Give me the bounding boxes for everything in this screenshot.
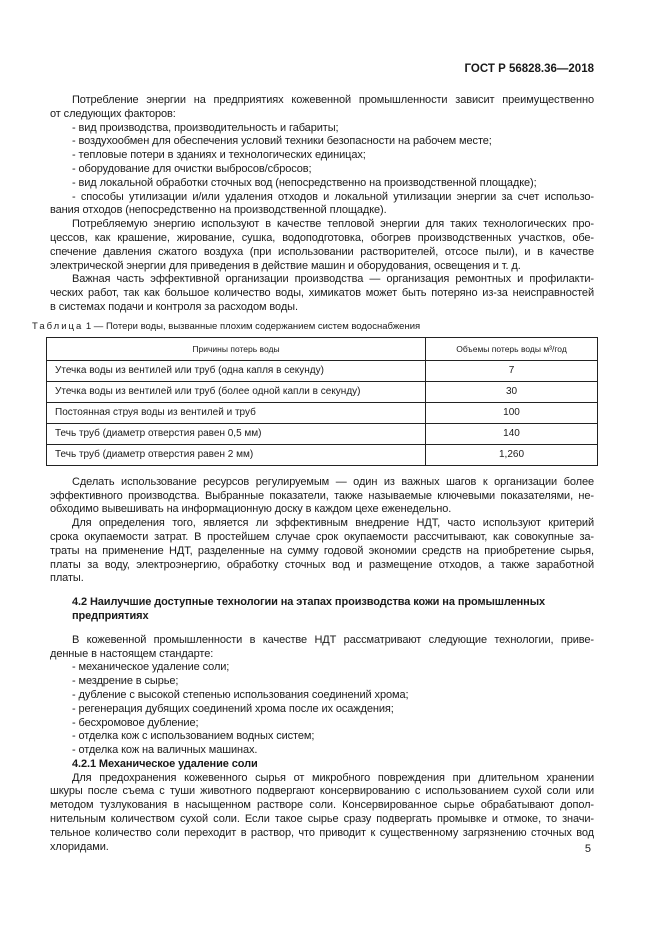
paragraph-line: ческих работ, так как большое количество воды, химикатов может быть потеряно из-за неисправностей (50, 287, 594, 300)
spacer (50, 466, 594, 476)
table-caption (32, 321, 594, 333)
document-header: ГОСТ Р 56828.36—2018 (464, 63, 594, 75)
paragraph-line: спечение давления сжатого воздуха (при использовании растворителей, отсосе пыли), и в качестве (50, 245, 594, 258)
list-item: - механическое удаление соли; (72, 661, 230, 674)
cause-cell: Течь труб (диаметр отверстия равен 0,5 мм) (47, 423, 426, 444)
paragraph-line: обходимо вывешивать на информационную доску в каждом цехе еженедельно. (50, 503, 452, 516)
paragraph-line: электрической энергии для приведения в действие машин и оборудования, освещения и т. д. (50, 259, 521, 272)
list-item: - вид локальной обработки сточных вод (непосредственно на производственной площадке); (72, 176, 537, 189)
list-item: - дубление с высокой степенью использования соединений хрома; (72, 688, 409, 701)
table-row (47, 402, 598, 423)
list-item: - оборудование для очистки выбросов/сбросов; (72, 162, 312, 175)
paragraph-line: В кожевенной промышленности в качестве НДТ рассматривают следующие технологии, приве- (72, 633, 594, 646)
paragraph-line: шкуры после съема с туши животного подвергают консервированию с использованием сухой соли или (50, 785, 594, 798)
page-body (32, 94, 594, 854)
table-row (47, 423, 598, 444)
value-cell: 100 (426, 402, 598, 423)
spacer (50, 624, 594, 634)
caption-text: 1 — Потери воды, вызванные плохим содержанием систем водоснабжения (83, 320, 421, 332)
paragraph-line: Для определения того, является ли эффективным внедрение НДТ, часто используют критерий (72, 517, 594, 530)
table-row (47, 360, 598, 381)
paragraph-line: Сделать использование ресурсов регулируемым — один из важных шагов к организации более (72, 475, 594, 488)
list-item: - вид производства, производительность и габариты; (72, 121, 339, 134)
spacer (50, 586, 594, 596)
paragraph-line: - способы утилизации и/или удаления отходов и локальной утилизации энергии за счет использо- (72, 190, 594, 203)
cause-cell: Течь труб (диаметр отверстия равен 2 мм) (47, 444, 426, 465)
paragraph-line: методом тузлукования в насыщенном растворе соли. Консервированное сырье обрабатывают допол- (50, 799, 594, 812)
list-item: - тепловые потери в зданиях и технологических единицах; (72, 149, 366, 162)
paragraph-line: Для предохранения кожевенного сырья от микробного повреждения при длительном хранении (72, 771, 594, 784)
value-cell: 140 (426, 423, 598, 444)
cause-cell: Утечка воды из вентилей или труб (более одной капли в секунду) (47, 381, 426, 402)
paragraph-line: траты на применение НДТ, разделенные на сумму годовой экономии средств на приобретение сырья, (50, 544, 594, 557)
paragraph-line: цессов, как крашение, жирование, сушка, водоподготовка, обогрев производственных участков, обе- (50, 231, 594, 244)
paragraph-line: в системах подачи и контроля за расходом воды. (50, 300, 298, 313)
list-item: - отделка кож на валичных машинах. (72, 744, 258, 757)
table-header-row (47, 337, 598, 360)
cause-cell: Утечка воды из вентилей или труб (одна капля в секунду) (47, 360, 426, 381)
column-header-volume: Объемы потерь воды м³/год (426, 337, 598, 360)
section-heading-4-2-cont: предприятиях (72, 609, 149, 622)
paragraph-line: от следующих факторов: (50, 107, 176, 120)
list-item: - мездрение в сырье; (72, 675, 179, 688)
paragraph-line: Потребление энергии на предприятиях кожевенной промышленности зависит преимущественно (72, 94, 594, 106)
water-loss-table (46, 337, 598, 466)
paragraph-line: эффективного производства. Выбранные показатели, также называемые ключевыми показателями, не- (50, 489, 594, 502)
page-number: 5 (584, 843, 591, 855)
list-item: - воздухообмен для обеспечения условий техники безопасности на рабочем месте; (72, 135, 492, 148)
column-header-cause: Причины потерь воды (47, 337, 426, 360)
paragraph-line: Важная часть эффективной организации производства — организация ремонтных и профилакти- (72, 273, 594, 286)
list-item: - регенерация дубящих соединений хрома после их осаждения; (72, 702, 394, 715)
value-cell: 1,260 (426, 444, 598, 465)
list-item: - бесхромовое дубление; (72, 716, 199, 729)
table-row (47, 381, 598, 402)
value-cell: 30 (426, 381, 598, 402)
table-row (47, 444, 598, 465)
caption-label: Таблица (32, 320, 84, 332)
paragraph-line: денные в настоящем стандарте: (50, 647, 214, 660)
section-heading-4-2-1: 4.2.1 Механическое удаление соли (72, 757, 258, 770)
list-item: - отделка кож с использованием водных систем; (72, 730, 315, 743)
paragraph-line: срока окупаемости затрат. В простейшем случае срок окупаемости рассчитывают, как совокупные за- (50, 530, 594, 543)
paragraph-line: вания отходов (непосредственно на производственной площадке). (50, 204, 387, 217)
paragraph-line: тельное количество соли переходит в раствор, что приводит к существенному загрязнению сточных вод (50, 826, 594, 839)
cause-cell: Постоянная струя воды из вентилей и труб (47, 402, 426, 423)
section-heading-4-2: 4.2 Наилучшие доступные технологии на этапах производства кожи на промышленных (72, 596, 546, 609)
value-cell: 7 (426, 360, 598, 381)
paragraph-line: Потребляемую энергию используют в качестве тепловой энергии для таких технологических про- (72, 218, 594, 231)
paragraph-line: платы. (50, 572, 84, 585)
paragraph-line: хлоридами. (50, 840, 109, 853)
paragraph-line: платы за воду, электроэнергию, обработку сточных вод и размещение отходов, а также заработной (50, 558, 594, 571)
paragraph-line: нительным количеством сухой соли. Если такое сырье сразу подвергать промывке и отмоке, то значи- (50, 813, 594, 826)
